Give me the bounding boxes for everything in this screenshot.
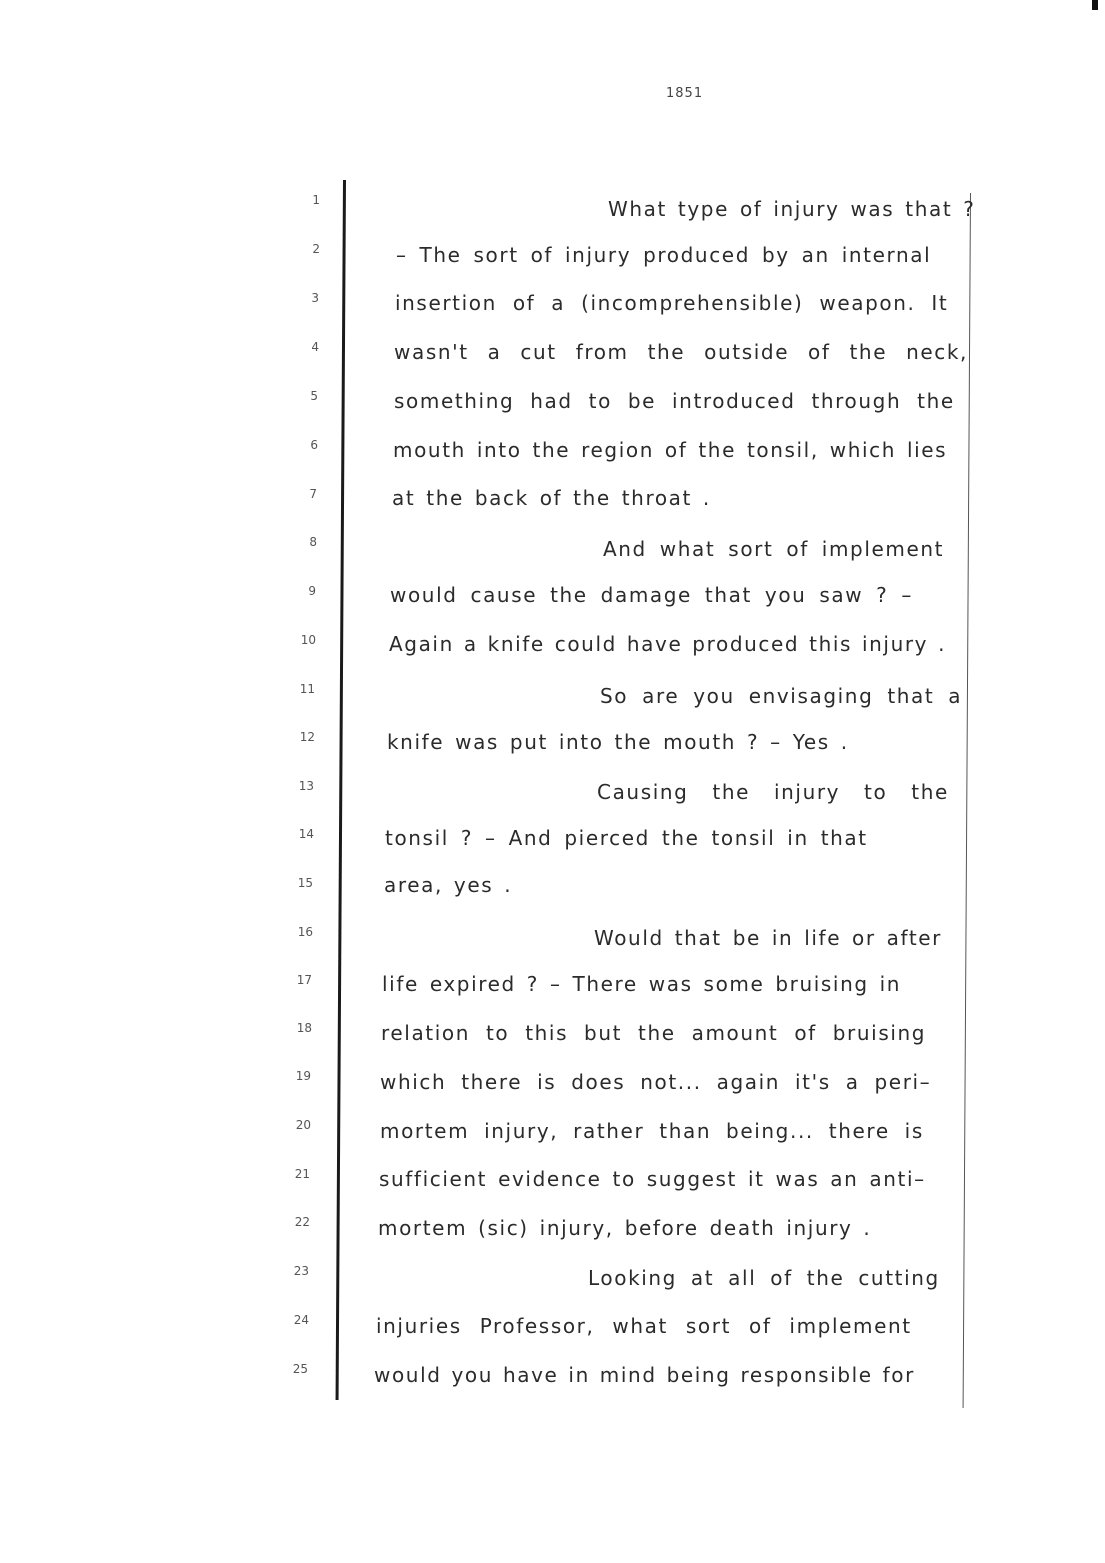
line-number: 21 (294, 1167, 310, 1181)
transcript-line: life expired ? – There was some bruising in (382, 972, 902, 996)
transcript-line: And what sort of implement (603, 537, 945, 561)
line-number: 19 (295, 1069, 311, 1083)
line-number: 23 (293, 1264, 309, 1278)
transcript-line: Causing the injury to the (597, 780, 949, 804)
line-number: 12 (299, 730, 315, 744)
line-number: 18 (296, 1021, 312, 1035)
transcript-line: injuries Professor, what sort of implement (376, 1314, 912, 1338)
transcript-line: – The sort of injury produced by an internal (396, 243, 932, 267)
transcript-line: something had to be introduced through the (394, 389, 955, 413)
line-number: 25 (292, 1362, 308, 1376)
line-number: 9 (308, 584, 316, 598)
transcript-line: tonsil ? – And pierced the tonsil in that (385, 826, 868, 850)
line-number: 13 (298, 779, 314, 793)
line-number: 1 (312, 193, 320, 207)
transcript-line: insertion of a (incomprehensible) weapon. It (395, 291, 949, 315)
transcript-line: relation to this but the amount of bruising (381, 1021, 927, 1045)
transcript-line: What type of injury was that ? (608, 197, 976, 221)
line-number: 22 (294, 1215, 310, 1229)
line-number: 2 (312, 242, 320, 256)
line-number: 24 (293, 1313, 309, 1327)
line-number: 11 (299, 682, 315, 696)
transcript-line: knife was put into the mouth ? – Yes . (387, 730, 849, 754)
transcript-line: would you have in mind being responsible for (374, 1363, 915, 1387)
transcript-line: Again a knife could have produced this injury . (389, 632, 947, 656)
line-number: 15 (297, 876, 313, 890)
transcript-line: wasn't a cut from the outside of the neck, (394, 340, 968, 364)
transcript-line: Looking at all of the cutting (588, 1266, 940, 1290)
transcript-line: Would that be in life or after (594, 926, 942, 950)
line-number: 16 (297, 925, 313, 939)
page-number: 1851 (666, 86, 704, 101)
transcript-line: area, yes . (384, 873, 513, 897)
line-number: 4 (311, 340, 319, 354)
line-number: 17 (296, 973, 312, 987)
transcript-line: mouth into the region of the tonsil, which lies (393, 438, 948, 462)
transcript-line: mortem injury, rather than being... there is (380, 1119, 924, 1143)
transcript-line: sufficient evidence to suggest it was an anti– (379, 1167, 926, 1191)
transcript-line: would cause the damage that you saw ? – (390, 583, 913, 607)
transcript-line: mortem (sic) injury, before death injury . (378, 1216, 872, 1240)
right-margin-rule (963, 193, 971, 1408)
left-margin-rule (336, 180, 346, 1400)
line-number: 7 (309, 487, 317, 501)
line-number: 10 (300, 633, 316, 647)
line-number: 5 (310, 389, 318, 403)
line-number: 3 (311, 291, 319, 305)
transcript-line: at the back of the throat . (392, 486, 711, 510)
line-number: 8 (309, 535, 317, 549)
line-number: 20 (295, 1118, 311, 1132)
scan-corner-mark (1092, 0, 1098, 10)
transcript-line: So are you envisaging that a (600, 684, 963, 708)
line-number: 6 (310, 438, 318, 452)
transcript-line: which there is does not... again it's a peri– (380, 1070, 932, 1094)
line-number: 14 (298, 827, 314, 841)
